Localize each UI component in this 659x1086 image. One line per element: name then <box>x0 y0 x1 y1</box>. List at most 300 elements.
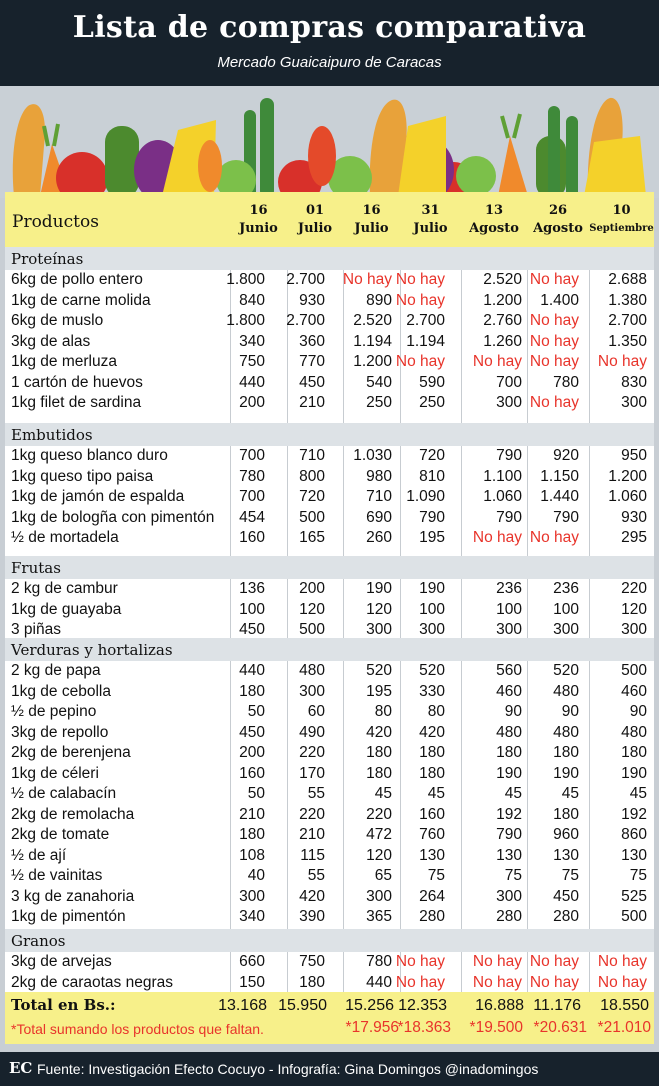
table-row <box>5 467 654 488</box>
product-name: 1 cartón de huevos <box>11 373 143 391</box>
price-cell: 710 <box>366 488 392 505</box>
price-cell: 180 <box>366 764 392 782</box>
price-cell: 65 <box>374 867 392 884</box>
price-cell: 90 <box>561 703 579 720</box>
price-cell: 450 <box>239 723 265 741</box>
price-cell: 160 <box>239 764 265 782</box>
price-cell: 1.350 <box>608 332 647 350</box>
price-cell: 490 <box>299 723 325 741</box>
price-cell: 90 <box>629 703 647 720</box>
adjusted-total: *20.631 <box>533 1019 587 1036</box>
price-cell: 300 <box>419 621 445 638</box>
total-label: Total en Bs.: <box>11 996 116 1014</box>
price-cell: 120 <box>366 846 392 864</box>
total-value: 18.550 <box>600 997 649 1014</box>
price-cell: 720 <box>419 447 445 464</box>
price-cell: 300 <box>621 621 647 638</box>
table-row <box>5 579 654 600</box>
price-cell: 300 <box>621 394 647 411</box>
date-day: 16 <box>249 203 268 218</box>
adjusted-total: *21.010 <box>597 1019 651 1036</box>
product-name: 3kg de repollo <box>11 723 109 741</box>
price-cell: 55 <box>307 867 325 884</box>
product-name: 2kg de remolacha <box>11 805 135 823</box>
price-cell: 90 <box>504 703 522 720</box>
price-cell: 75 <box>427 867 445 884</box>
price-cell: 180 <box>419 764 445 782</box>
adjusted-total: *17.956 <box>345 1019 399 1036</box>
unavailable-price: No hay <box>472 353 522 370</box>
price-cell: 220 <box>621 580 647 597</box>
section-title: Granos <box>11 932 66 950</box>
price-cell: 300 <box>366 621 392 638</box>
price-cell: 180 <box>621 744 647 761</box>
source-credit: Fuente: Investigación Efecto Cocuyo - Infografía: Gina Domingos @inadomingos <box>37 1061 539 1077</box>
price-cell: 1.194 <box>353 332 392 350</box>
product-name: 2kg de berenjena <box>11 744 131 761</box>
price-cell: 75 <box>629 867 647 884</box>
price-cell: 236 <box>496 580 522 597</box>
table-row <box>5 311 654 332</box>
price-cell: 1.194 <box>406 332 445 350</box>
unavailable-price: No hay <box>342 271 392 288</box>
price-cell: 980 <box>366 467 392 485</box>
price-cell: 280 <box>419 908 445 925</box>
price-cell: 80 <box>374 703 392 720</box>
table-row <box>5 866 654 887</box>
date-day: 13 <box>484 203 504 218</box>
unavailable-price: No hay <box>597 973 647 991</box>
total-value: 15.256 <box>345 997 394 1014</box>
price-cell: 120 <box>366 600 392 618</box>
product-name: ½ de ají <box>11 846 67 864</box>
price-cell: 1.060 <box>483 488 522 505</box>
price-cell: 750 <box>299 953 325 970</box>
unavailable-price: No hay <box>472 973 522 991</box>
price-cell: 770 <box>299 353 325 370</box>
adjusted-total: *19.500 <box>469 1019 523 1036</box>
unavailable-price: No hay <box>395 973 445 991</box>
price-cell: 1.200 <box>353 353 392 370</box>
section-title: Embutidos <box>11 426 93 444</box>
price-cell: 200 <box>299 580 325 597</box>
price-cell: 220 <box>299 744 325 761</box>
price-cell: 75 <box>561 867 579 884</box>
price-cell: 195 <box>419 529 445 546</box>
price-cell: 210 <box>239 805 265 823</box>
product-name: 1kg de carne molida <box>11 291 151 309</box>
price-cell: 360 <box>299 332 325 350</box>
price-cell: 45 <box>629 785 647 802</box>
price-cell: 365 <box>366 908 392 925</box>
products-column-header: Productos <box>12 212 99 232</box>
price-cell: 100 <box>239 600 265 618</box>
price-cell: 100 <box>553 600 579 618</box>
price-cell: 450 <box>299 373 325 391</box>
price-cell: 520 <box>366 662 392 679</box>
table-row <box>5 332 654 353</box>
price-cell: 440 <box>366 973 392 991</box>
table-header <box>5 192 654 247</box>
product-name: 1kg queso blanco duro <box>11 447 168 464</box>
table-row <box>5 373 654 394</box>
date-day: 10 <box>612 203 631 218</box>
product-name: 1kg de cebolla <box>11 682 111 700</box>
price-cell: 560 <box>496 662 522 679</box>
price-cell: 330 <box>419 682 445 700</box>
price-cell: 540 <box>366 373 392 391</box>
price-cell: 180 <box>239 682 265 700</box>
date-day: 16 <box>362 203 381 218</box>
price-cell: 210 <box>299 826 325 843</box>
price-cell: 115 <box>300 846 325 864</box>
price-cell: 190 <box>366 580 392 597</box>
price-cell: 500 <box>299 508 325 526</box>
date-column-header <box>230 202 287 238</box>
price-cell: 136 <box>239 580 265 597</box>
total-value: 15.950 <box>278 997 327 1014</box>
product-name: 1kg de céleri <box>11 764 99 782</box>
price-cell: 300 <box>239 887 265 905</box>
price-cell: 720 <box>299 488 325 505</box>
price-cell: 130 <box>621 846 647 864</box>
date-month: Julio <box>413 221 448 236</box>
price-cell: 2.520 <box>483 271 522 288</box>
price-cell: 420 <box>366 723 392 741</box>
table-row <box>5 907 654 928</box>
price-cell: 160 <box>239 529 265 546</box>
table-row <box>5 805 654 826</box>
price-cell: 450 <box>239 621 265 638</box>
produce-illustration <box>0 86 659 198</box>
price-cell: 790 <box>419 508 445 526</box>
product-name: 1kg queso tipo paisa <box>11 467 154 485</box>
table-row <box>5 528 654 549</box>
price-cell: 300 <box>366 887 392 905</box>
price-cell: 180 <box>239 826 265 843</box>
price-cell: 1.060 <box>608 488 647 505</box>
section-header <box>5 556 654 579</box>
unavailable-price: No hay <box>529 394 579 411</box>
price-cell: 236 <box>553 580 579 597</box>
price-cell: 1.380 <box>608 291 647 309</box>
price-cell: 192 <box>621 805 647 823</box>
date-column-header <box>400 202 461 238</box>
adjusted-total: *18.363 <box>397 1019 451 1036</box>
price-cell: 460 <box>621 682 647 700</box>
price-cell: 790 <box>496 826 522 843</box>
table-row <box>5 973 654 994</box>
unavailable-price: No hay <box>395 291 445 309</box>
price-cell: 120 <box>299 600 325 618</box>
section-title: Proteínas <box>11 250 84 268</box>
price-cell: 190 <box>621 764 647 782</box>
table-row <box>5 723 654 744</box>
price-cell: 220 <box>366 805 392 823</box>
price-cell: 180 <box>419 744 445 761</box>
product-name: 3kg de arvejas <box>11 953 112 970</box>
price-cell: 1.400 <box>540 291 579 309</box>
date-month: Julio <box>354 221 389 236</box>
price-cell: 2.700 <box>286 312 325 329</box>
price-cell: 690 <box>366 508 392 526</box>
page-title: Lista de compras comparativa <box>72 10 587 45</box>
price-cell: 780 <box>553 373 579 391</box>
price-cell: 130 <box>496 846 522 864</box>
price-cell: 780 <box>366 953 392 970</box>
price-cell: 950 <box>621 447 647 464</box>
unavailable-price: No hay <box>529 332 579 350</box>
price-cell: 55 <box>307 785 325 802</box>
unavailable-price: No hay <box>529 529 579 546</box>
price-cell: 450 <box>553 887 579 905</box>
header <box>0 0 659 86</box>
table-row <box>5 393 654 414</box>
price-cell: 200 <box>239 744 265 761</box>
price-cell: 50 <box>247 785 265 802</box>
product-name: 6kg de muslo <box>11 312 104 329</box>
price-cell: 190 <box>553 764 579 782</box>
price-cell: 700 <box>496 373 522 391</box>
price-cell: 300 <box>496 887 522 905</box>
date-column-header <box>527 202 589 238</box>
price-cell: 180 <box>299 973 325 991</box>
price-cell: 120 <box>621 600 647 618</box>
table-row <box>5 846 654 867</box>
price-cell: 300 <box>496 394 522 411</box>
price-cell: 264 <box>419 887 445 905</box>
price-cell: 50 <box>247 703 265 720</box>
product-name: 1kg de jamón de espalda <box>11 488 185 505</box>
price-cell: 1.200 <box>483 291 522 309</box>
price-cell: 660 <box>239 953 265 970</box>
price-cell: 500 <box>299 621 325 638</box>
price-cell: 2.760 <box>483 312 522 329</box>
product-name: 1kg de guayaba <box>11 600 122 618</box>
price-cell: 80 <box>427 703 445 720</box>
section-title: Verduras y hortalizas <box>11 641 173 659</box>
price-cell: 480 <box>496 723 522 741</box>
product-name: 1kg de pimentón <box>11 908 126 925</box>
date-month: Julio <box>297 221 333 236</box>
price-cell: 840 <box>239 291 265 309</box>
price-cell: 100 <box>419 600 445 618</box>
price-cell: 420 <box>419 723 445 741</box>
price-cell: 525 <box>621 887 647 905</box>
price-cell: 210 <box>299 394 325 411</box>
unavailable-price: No hay <box>529 312 579 329</box>
price-cell: 45 <box>374 785 392 802</box>
price-cell: 830 <box>621 373 647 391</box>
price-cell: 1.440 <box>540 488 579 505</box>
totals-row <box>5 992 654 1044</box>
price-cell: 45 <box>504 785 522 802</box>
price-table <box>5 192 654 1044</box>
price-cell: 300 <box>553 621 579 638</box>
price-cell: 1.150 <box>540 467 579 485</box>
price-cell: 790 <box>496 447 522 464</box>
price-cell: 480 <box>553 682 579 700</box>
price-cell: 700 <box>239 447 265 464</box>
price-cell: 1.030 <box>353 447 392 464</box>
price-cell: 590 <box>419 373 445 391</box>
product-name: 2 kg de papa <box>11 662 101 679</box>
price-cell: 220 <box>299 805 325 823</box>
price-cell: 472 <box>366 826 392 843</box>
price-cell: 810 <box>419 467 445 485</box>
unavailable-price: No hay <box>395 953 445 970</box>
table-row <box>5 702 654 723</box>
product-name: ½ de calabacín <box>11 785 117 802</box>
efecto-cocuyo-logo: EC <box>9 1059 33 1077</box>
price-cell: 160 <box>419 805 445 823</box>
price-cell: 390 <box>299 908 325 925</box>
price-cell: 60 <box>307 703 325 720</box>
table-row <box>5 291 654 312</box>
price-cell: 165 <box>299 529 325 546</box>
price-cell: 480 <box>299 662 325 679</box>
price-cell: 280 <box>553 908 579 925</box>
price-cell: 930 <box>621 508 647 526</box>
price-cell: 790 <box>496 508 522 526</box>
product-name: 6kg de pollo entero <box>11 271 143 288</box>
date-column-header <box>287 202 343 238</box>
price-cell: 280 <box>496 908 522 925</box>
price-cell: 750 <box>239 353 265 370</box>
table-row <box>5 887 654 908</box>
price-cell: 108 <box>239 846 265 864</box>
date-month: Agosto <box>469 221 519 236</box>
price-cell: 190 <box>496 764 522 782</box>
product-name: 1kg de merluza <box>11 353 117 370</box>
price-cell: 480 <box>621 723 647 741</box>
unavailable-price: No hay <box>472 529 522 546</box>
price-cell: 100 <box>496 600 522 618</box>
total-note: *Total sumando los productos que faltan. <box>11 1021 264 1037</box>
price-cell: 1.100 <box>483 467 522 485</box>
date-month: Junio <box>239 221 278 236</box>
price-cell: 2.520 <box>353 312 392 329</box>
price-cell: 700 <box>239 488 265 505</box>
price-cell: 930 <box>299 291 325 309</box>
page-subtitle: Mercado Guaicaipuro de Caracas <box>217 54 442 71</box>
product-name: 3 kg de zanahoria <box>11 887 135 905</box>
price-cell: 1.090 <box>406 488 445 505</box>
product-name: 2kg de tomate <box>11 826 110 843</box>
footer <box>0 1052 659 1086</box>
unavailable-price: No hay <box>529 953 579 970</box>
price-cell: 170 <box>299 764 325 782</box>
table-row <box>5 352 654 373</box>
section-title: Frutas <box>11 559 61 577</box>
product-name: 2kg de caraotas negras <box>11 973 173 991</box>
price-cell: 180 <box>496 744 522 761</box>
product-name: 1kg filet de sardina <box>11 394 142 411</box>
section-header <box>5 929 654 952</box>
price-cell: 760 <box>419 826 445 843</box>
price-cell: 2.700 <box>608 312 647 329</box>
price-cell: 500 <box>621 908 647 925</box>
unavailable-price: No hay <box>597 353 647 370</box>
price-cell: 190 <box>419 580 445 597</box>
unavailable-price: No hay <box>529 973 579 991</box>
unavailable-price: No hay <box>395 271 445 288</box>
price-cell: 2.700 <box>286 271 325 288</box>
product-name: ½ de pepino <box>11 703 97 720</box>
price-cell: 75 <box>504 867 522 884</box>
price-cell: 1.800 <box>226 271 265 288</box>
price-cell: 195 <box>366 682 392 700</box>
price-cell: 1.260 <box>483 332 522 350</box>
table-row <box>5 487 654 508</box>
section-header <box>5 247 654 270</box>
table-row <box>5 600 654 621</box>
price-cell: 2.688 <box>608 271 647 288</box>
price-cell: 40 <box>247 867 265 884</box>
table-row <box>5 661 654 682</box>
price-cell: 250 <box>419 394 445 411</box>
date-day: 01 <box>305 203 325 218</box>
price-cell: 480 <box>553 723 579 741</box>
price-cell: 130 <box>553 846 579 864</box>
table-row <box>5 270 654 291</box>
date-month: Septiembre <box>589 223 654 234</box>
price-cell: 1.800 <box>226 312 265 329</box>
total-value: 16.888 <box>475 997 524 1014</box>
section-header <box>5 423 654 446</box>
price-cell: 200 <box>239 394 265 411</box>
price-cell: 790 <box>553 508 579 526</box>
price-cell: 440 <box>239 662 265 679</box>
product-name: ½ de mortadela <box>11 529 119 546</box>
price-cell: 2.700 <box>406 312 445 329</box>
table-row <box>5 952 654 973</box>
price-cell: 710 <box>299 447 325 464</box>
price-cell: 500 <box>621 662 647 679</box>
price-cell: 520 <box>419 662 445 679</box>
price-cell: 180 <box>366 744 392 761</box>
price-cell: 340 <box>239 332 265 350</box>
product-name: 2 kg de cambur <box>11 580 118 597</box>
price-cell: 45 <box>561 785 579 802</box>
price-cell: 800 <box>299 467 325 485</box>
price-cell: 300 <box>496 621 522 638</box>
price-cell: 180 <box>553 744 579 761</box>
table-row <box>5 825 654 846</box>
price-cell: 860 <box>621 826 647 843</box>
price-cell: 340 <box>239 908 265 925</box>
price-cell: 520 <box>553 662 579 679</box>
date-column-header <box>343 202 400 238</box>
table-row <box>5 508 654 529</box>
section-header <box>5 638 654 661</box>
price-cell: 130 <box>419 846 445 864</box>
total-value: 12.353 <box>398 997 447 1014</box>
table-row <box>5 682 654 703</box>
price-cell: 1.200 <box>608 467 647 485</box>
product-name: 3 piñas <box>11 621 61 638</box>
price-cell: 780 <box>239 467 265 485</box>
unavailable-price: No hay <box>529 271 579 288</box>
date-column-header <box>461 202 527 238</box>
total-value: 13.168 <box>218 997 267 1014</box>
table-row <box>5 784 654 805</box>
price-cell: 45 <box>427 785 445 802</box>
date-day: 26 <box>548 203 568 218</box>
product-name: 3kg de alas <box>11 332 91 350</box>
table-row <box>5 764 654 785</box>
date-month: Agosto <box>533 221 583 236</box>
